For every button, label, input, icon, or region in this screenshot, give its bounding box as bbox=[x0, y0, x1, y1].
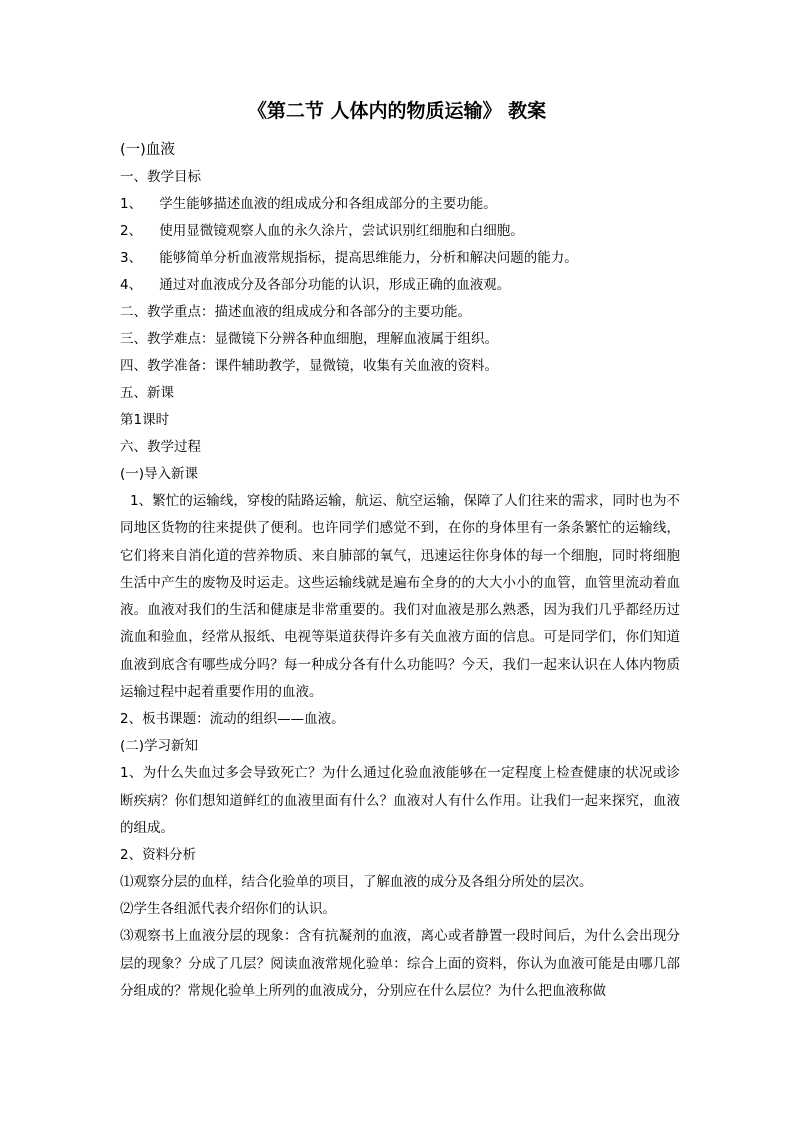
learn-paragraph: 1、为什么失血过多会导致死亡？为什么通过化验血液能够在一定程度上检查健康的状况或诊断疾病？你们想知道鲜红的血液里面有什么？血液对人有什么作用。让我们一起来探究，血液的组成。 bbox=[120, 765, 680, 836]
goal-number: 2、 bbox=[120, 223, 143, 239]
goal-item bbox=[120, 272, 680, 299]
goal-number: 1、 bbox=[120, 196, 143, 212]
analysis-item: ⑴观察分层的血样，结合化验单的项目，了解血液的成分及各组分所处的层次。 bbox=[120, 874, 593, 891]
goal-number: 3、 bbox=[120, 250, 143, 266]
preparation: 四、教学准备：课件辅助教学，显微镜，收集有关血液的资料。 bbox=[120, 358, 498, 374]
goal-item bbox=[120, 218, 680, 245]
process-heading: 六、教学过程 bbox=[120, 439, 201, 455]
difficulties: 三、教学难点：显微镜下分辨各种血细胞，理解血液属于组织。 bbox=[120, 331, 498, 347]
goal-number: 4、 bbox=[120, 277, 143, 293]
section-heading: (一)血液 bbox=[120, 142, 175, 158]
goal-item bbox=[120, 191, 680, 218]
goals-heading: 一、教学目标 bbox=[120, 169, 201, 185]
document-title: 《第二节 人体内的物质运输》 教案 bbox=[247, 100, 547, 122]
goal-text: 使用显微镜观察人血的永久涂片，尝试识别红细胞和白细胞。 bbox=[159, 223, 524, 239]
blackboard-title: 2、板书课题：流动的组织——血液。 bbox=[120, 711, 345, 728]
intro-heading: (一)导入新课 bbox=[120, 466, 199, 482]
goal-text: 学生能够描述血液的组成成分和各组成部分的主要功能。 bbox=[159, 196, 497, 212]
intro-paragraph: 1、繁忙的运输线，穿梭的陆路运输，航运、航空运输，保障了人们往来的需求，同时也为不同地区货物的往来提供了便利。也许同学们感觉不到，在你的身体里有一条条繁忙的运输线，它们将来自消化道的营养物质、来自肺部的氧气，迅速运往你身体的每一个细胞，同时将细胞生活中产生的废物及时运走。这些运输线就是遍布全身的的大大小小的血管，血管里流动着血液。血液对我们的生活和健康是非常重要的。我们对血液是那么熟悉，因为我们几乎都经历过流血和验血，经常从报纸、电视等渠道获得许多有关血液方面的信息。可是同学们，你们知道血液到底含有哪些成分吗？每一种成分各有什么功能吗？今天，我们一起来认识在人体内物质运输过程中起着重要作用的血液。 bbox=[120, 493, 680, 701]
period-label: 第1课时 bbox=[120, 412, 170, 428]
goal-item bbox=[120, 245, 680, 272]
key-points: 二、教学重点：描述血液的组成成分和各部分的主要功能。 bbox=[120, 304, 471, 320]
analysis-item: ⑵学生各组派代表介绍你们的认识。 bbox=[120, 901, 336, 918]
goal-text: 通过对血液成分及各部分功能的认识，形成正确的血液观。 bbox=[159, 277, 511, 293]
learn-heading: (二)学习新知 bbox=[120, 738, 199, 755]
analysis-heading: 2、资料分析 bbox=[120, 847, 197, 864]
analysis-item: ⑶观察书上血液分层的现象：含有抗凝剂的血液，离心或者静置一段时间后，为什么会出现分层的现象？分成了几层？阅读血液常规化验单：综合上面的资料，你认为血液可能是由哪几部分组成的？常规化验单上所列的血液成分，分别应在什么层位？为什么把血液称做 bbox=[120, 928, 680, 999]
document-body bbox=[120, 137, 680, 1005]
goal-text: 能够简单分析血液常规指标，提高思维能力，分析和解决问题的能力。 bbox=[159, 250, 578, 266]
new-lesson-heading: 五、新课 bbox=[120, 385, 174, 401]
